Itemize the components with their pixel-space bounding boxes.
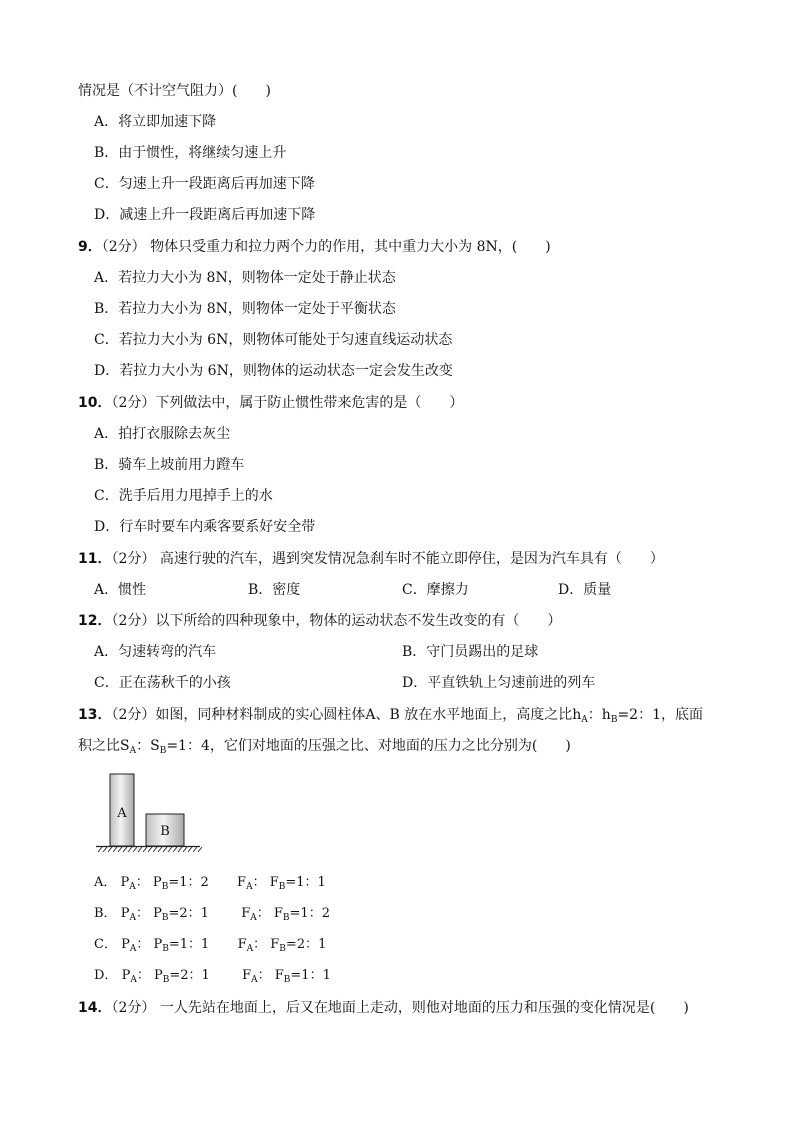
q12-number: 12． bbox=[78, 613, 112, 629]
q13-option-c[interactable] bbox=[94, 936, 326, 954]
q13-option-c-p-value: =1：1 bbox=[168, 937, 210, 952]
q13-sub-sa: A bbox=[129, 746, 137, 756]
q13-option-b-p-value: =2：1 bbox=[168, 906, 209, 921]
q11-option-c[interactable]: C．摩擦力 bbox=[402, 582, 469, 598]
q13-option-a-letter: A． bbox=[94, 875, 117, 890]
q13-option-a-f-value: =1：1 bbox=[285, 875, 326, 890]
ground-hatch-mark bbox=[138, 847, 142, 852]
q13-option-a-f: $F_A$： $F_B$ bbox=[237, 875, 286, 892]
q13-sub-ha: A bbox=[581, 715, 588, 725]
q13-option-d-letter: D． bbox=[94, 968, 118, 983]
q12-option-d[interactable]: D．平直铁轨上匀速前进的列车 bbox=[402, 675, 596, 691]
ground-hatch-mark bbox=[158, 847, 162, 852]
q13-text-1a: 如图，同种材料制成的实心圆柱体A、B 放在水平地面上，高度之比h bbox=[155, 707, 582, 723]
q12-option-a[interactable]: A．匀速转弯的汽车 bbox=[94, 644, 217, 660]
q13-option-b-letter: B． bbox=[94, 906, 117, 921]
q12-stem bbox=[78, 612, 561, 630]
ground-hatch-mark bbox=[183, 847, 187, 852]
ground-hatch-mark bbox=[188, 847, 192, 852]
q11-option-a[interactable]: A．惯性 bbox=[94, 582, 147, 598]
q9-option-c[interactable]: C．若拉力大小为 6N，则物体可能处于匀速直线运动状态 bbox=[94, 332, 453, 348]
q9-score: （2分） bbox=[101, 239, 146, 255]
ground-hatch-mark bbox=[193, 847, 197, 852]
q10-option-b[interactable]: B．骑车上坡前用力蹬车 bbox=[94, 457, 245, 473]
q13-text-1c: =2：1，底面 bbox=[617, 707, 703, 723]
q12-option-b[interactable]: B．守门员踢出的足球 bbox=[402, 644, 539, 660]
ground-hatch-mark bbox=[133, 847, 137, 852]
q8-option-c[interactable]: C．匀速上升一段距离后再加速下降 bbox=[94, 176, 315, 192]
q13-option-d-p: $P_A$： $P_B$ bbox=[121, 968, 170, 985]
ground-hatch-mark bbox=[168, 847, 172, 852]
q9-text: 物体只受重力和拉力两个力的作用，其中重力大小为 8N，( ) bbox=[145, 239, 551, 255]
cylinder-a-label: A bbox=[117, 806, 127, 821]
q9-option-a[interactable]: A．若拉力大小为 8N，则物体一定处于静止状态 bbox=[94, 270, 396, 286]
q13-option-c-f: $F_A$： $F_B$ bbox=[237, 937, 286, 954]
q13-text-2a: 积之比S bbox=[78, 738, 130, 754]
q13-text-1b: ：h bbox=[587, 707, 611, 723]
q13-option-d[interactable] bbox=[94, 967, 331, 985]
q10-number: 10． bbox=[78, 395, 112, 411]
q13-option-b[interactable] bbox=[94, 905, 330, 923]
ground-hatch-mark bbox=[113, 847, 117, 852]
q9-number: 9． bbox=[78, 239, 102, 255]
q10-stem bbox=[78, 394, 463, 412]
q9-option-d[interactable]: D．若拉力大小为 6N，则物体的运动状态一定会发生改变 bbox=[94, 363, 453, 379]
ground-hatch-mark bbox=[143, 847, 147, 852]
q14-text: 一人先站在地面上，后又在地面上走动，则他对地面的压力和压强的变化情况是( ) bbox=[155, 1000, 689, 1016]
q13-score: （2分） bbox=[111, 707, 156, 723]
q13-option-c-p: $P_A$： $P_B$ bbox=[121, 937, 169, 954]
q13-stem-line-1 bbox=[78, 706, 703, 724]
ground-hatching bbox=[98, 847, 202, 852]
q12-text: 以下所给的四种现象中，物体的运动状态不发生改变的有（ ） bbox=[155, 613, 562, 629]
ground-hatch-mark bbox=[103, 847, 107, 852]
q13-text-2b: ：S bbox=[136, 738, 160, 754]
ground-hatch-mark bbox=[118, 847, 122, 852]
q13-option-b-p: $P_A$： $P_B$ bbox=[120, 906, 169, 923]
q13-sub-sb: B bbox=[159, 746, 167, 756]
q13-option-b-f: $F_A$： $F_B$ bbox=[241, 906, 290, 923]
ground-hatch-mark bbox=[163, 847, 167, 852]
ground-hatch-mark bbox=[153, 847, 157, 852]
q12-score: （2分） bbox=[111, 613, 156, 629]
q13-option-b-f-value: =1：2 bbox=[289, 906, 330, 921]
q8-option-d[interactable]: D．减速上升一段距离后再加速下降 bbox=[94, 207, 316, 223]
ground-hatch-mark bbox=[123, 847, 127, 852]
q13-stem-line-2 bbox=[78, 737, 571, 755]
q10-option-d[interactable]: D．行车时要车内乘客要系好安全带 bbox=[94, 519, 316, 535]
q9-option-b[interactable]: B．若拉力大小为 8N，则物体一定处于平衡状态 bbox=[94, 301, 396, 317]
q13-sub-hb: B bbox=[610, 715, 618, 725]
q13-option-d-f: $F_A$： $F_B$ bbox=[242, 968, 291, 985]
q13-option-a-p: $P_A$： $P_B$ bbox=[120, 875, 169, 892]
q11-stem bbox=[78, 550, 664, 568]
q11-option-d[interactable]: D．质量 bbox=[558, 582, 612, 598]
q14-number: 14． bbox=[78, 1000, 112, 1016]
q14-stem bbox=[78, 999, 689, 1017]
ground-hatch-mark bbox=[198, 847, 202, 852]
ground-hatch-mark bbox=[98, 847, 102, 852]
q10-option-c[interactable]: C．洗手后用力甩掉手上的水 bbox=[94, 488, 273, 504]
cylinder-b-label: B bbox=[160, 824, 170, 839]
q8-option-a[interactable]: A．将立即加速下降 bbox=[94, 114, 217, 130]
q13-option-d-f-value: =1：1 bbox=[290, 968, 331, 983]
q13-option-c-letter: C． bbox=[94, 937, 117, 952]
q11-option-b[interactable]: B．密度 bbox=[248, 582, 301, 598]
q8-option-b[interactable]: B．由于惯性，将继续匀速上升 bbox=[94, 145, 287, 161]
q10-score: （2分） bbox=[111, 395, 156, 411]
q13-option-c-f-value: =2：1 bbox=[285, 937, 327, 952]
q11-score: （2分） bbox=[111, 551, 156, 567]
ground-hatch-mark bbox=[148, 847, 152, 852]
q13-option-d-p-value: =2：1 bbox=[169, 968, 210, 983]
q9-stem bbox=[78, 238, 551, 256]
q8-stem-tail: 情况是（不计空气阻力）( ) bbox=[78, 83, 271, 99]
ground-hatch-mark bbox=[178, 847, 182, 852]
ground-hatch-mark bbox=[108, 847, 112, 852]
q13-text-2c: =1：4，它们对地面的压强之比、对地面的压力之比分别为( ) bbox=[166, 738, 571, 754]
q10-text: 下列做法中，属于防止惯性带来危害的是（ ） bbox=[155, 395, 464, 411]
q14-score: （2分） bbox=[111, 1000, 156, 1016]
q10-option-a[interactable]: A．拍打衣服除去灰尘 bbox=[94, 426, 231, 442]
q13-number: 13． bbox=[78, 707, 112, 723]
ground-hatch-mark bbox=[173, 847, 177, 852]
ground-hatch-mark bbox=[128, 847, 132, 852]
q12-option-c[interactable]: C．正在荡秋千的小孩 bbox=[94, 675, 231, 691]
q13-option-a-p-value: =1：2 bbox=[168, 875, 209, 890]
q11-text: 高速行驶的汽车，遇到突发情况急刹车时不能立即停住，是因为汽车具有（ ） bbox=[155, 551, 664, 567]
q11-number: 11． bbox=[78, 551, 112, 567]
q13-option-a[interactable] bbox=[94, 874, 326, 892]
q13-cylinder-diagram bbox=[96, 772, 206, 856]
